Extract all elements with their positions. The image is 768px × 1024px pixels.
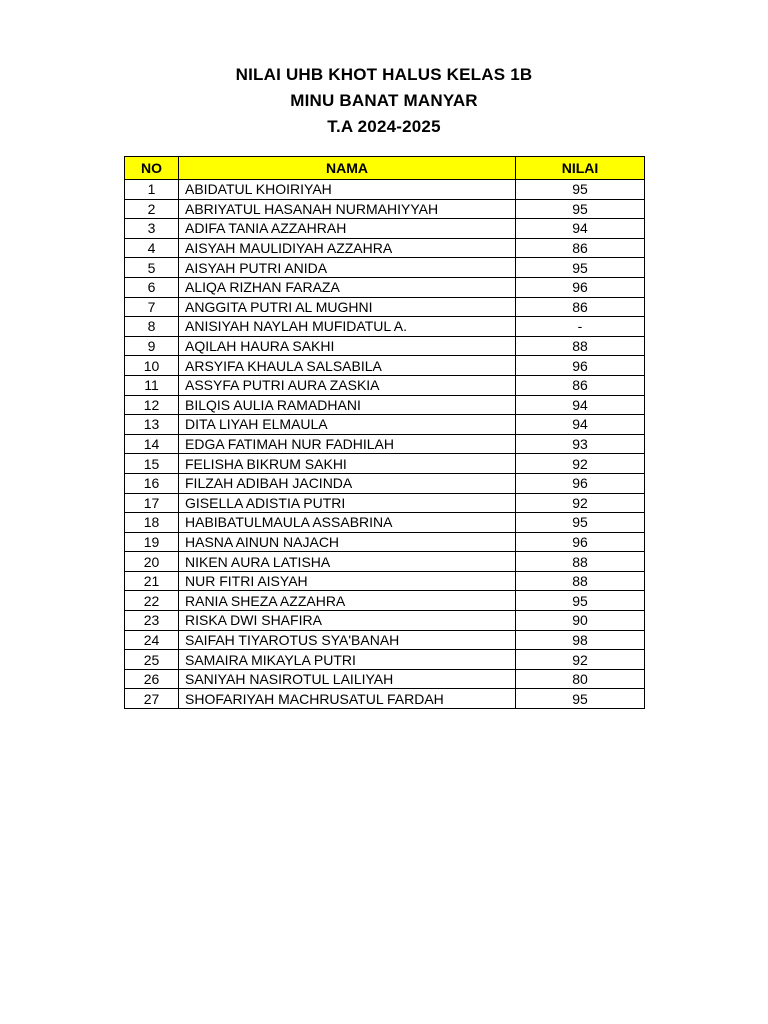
cell-nilai: 94 [516,395,645,415]
cell-nilai: 95 [516,689,645,709]
cell-nilai: 86 [516,375,645,395]
cell-nama: HABIBATULMAULA ASSABRINA [179,513,516,533]
cell-nilai: 90 [516,611,645,631]
table-row [125,238,645,258]
table-row [125,258,645,278]
cell-no: 22 [125,591,179,611]
cell-nama: HASNA AINUN NAJACH [179,532,516,552]
cell-nama: AQILAH HAURA SAKHI [179,336,516,356]
cell-no: 8 [125,317,179,337]
table-row [125,180,645,200]
cell-no: 15 [125,454,179,474]
table-row [125,630,645,650]
cell-nama: NUR FITRI AISYAH [179,571,516,591]
cell-nama: SAMAIRA MIKAYLA PUTRI [179,650,516,670]
table-row [125,650,645,670]
cell-nilai: 96 [516,532,645,552]
cell-no: 1 [125,180,179,200]
cell-nama: SHOFARIYAH MACHRUSATUL FARDAH [179,689,516,709]
table-row [125,473,645,493]
table-row [125,336,645,356]
cell-nama: FILZAH ADIBAH JACINDA [179,473,516,493]
cell-nilai: 95 [516,591,645,611]
cell-nilai: 80 [516,669,645,689]
table-row [125,375,645,395]
cell-nilai: 86 [516,238,645,258]
cell-no: 14 [125,434,179,454]
cell-nama: ARSYIFA KHAULA SALSABILA [179,356,516,376]
table-row [125,454,645,474]
cell-nama: BILQIS AULIA RAMADHANI [179,395,516,415]
table-row [125,297,645,317]
cell-no: 20 [125,552,179,572]
cell-no: 2 [125,199,179,219]
cell-nilai: 95 [516,258,645,278]
cell-no: 25 [125,650,179,670]
cell-nilai: 88 [516,552,645,572]
cell-nilai: 94 [516,219,645,239]
table-row [125,395,645,415]
cell-nilai: 96 [516,356,645,376]
table-row [125,317,645,337]
cell-no: 6 [125,277,179,297]
cell-nama: SAIFAH TIYAROTUS SYA'BANAH [179,630,516,650]
cell-no: 7 [125,297,179,317]
table-row [125,415,645,435]
table-row [125,611,645,631]
table-body [125,180,645,709]
title-line-1: NILAI UHB KHOT HALUS KELAS 1B [235,65,533,84]
cell-nama: RANIA SHEZA AZZAHRA [179,591,516,611]
cell-nama: ALIQA RIZHAN FARAZA [179,277,516,297]
cell-nama: ANGGITA PUTRI AL MUGHNI [179,297,516,317]
cell-nama: EDGA FATIMAH NUR FADHILAH [179,434,516,454]
table-row [125,199,645,219]
cell-no: 4 [125,238,179,258]
cell-no: 24 [125,630,179,650]
cell-nilai: 95 [516,180,645,200]
cell-no: 19 [125,532,179,552]
cell-no: 3 [125,219,179,239]
cell-nama: SANIYAH NASIROTUL LAILIYAH [179,669,516,689]
cell-nilai: 96 [516,473,645,493]
cell-no: 27 [125,689,179,709]
title-line-2: MINU BANAT MANYAR [290,91,478,110]
document-title [0,62,768,140]
table-row [125,493,645,513]
table-header-row [125,157,645,180]
grades-table [124,156,645,709]
cell-nilai: 88 [516,336,645,356]
cell-no: 23 [125,611,179,631]
cell-nilai: 93 [516,434,645,454]
cell-nama: DITA LIYAH ELMAULA [179,415,516,435]
cell-nilai: - [516,317,645,337]
table-row [125,356,645,376]
cell-nama: ADIFA TANIA AZZAHRAH [179,219,516,239]
cell-nilai: 94 [516,415,645,435]
cell-nama: ANISIYAH NAYLAH MUFIDATUL A. [179,317,516,337]
cell-nama: NIKEN AURA LATISHA [179,552,516,572]
table-row [125,434,645,454]
cell-nama: ASSYFA PUTRI AURA ZASKIA [179,375,516,395]
cell-nama: AISYAH MAULIDIYAH AZZAHRA [179,238,516,258]
cell-no: 12 [125,395,179,415]
table-row [125,591,645,611]
cell-nilai: 86 [516,297,645,317]
cell-nilai: 92 [516,493,645,513]
cell-no: 10 [125,356,179,376]
title-line-3: T.A 2024-2025 [327,117,441,136]
table-row [125,219,645,239]
cell-no: 21 [125,571,179,591]
header-nama: NAMA [179,157,516,180]
cell-no: 13 [125,415,179,435]
cell-nilai: 92 [516,650,645,670]
cell-nama: ABIDATUL KHOIRIYAH [179,180,516,200]
cell-no: 5 [125,258,179,278]
table-row [125,513,645,533]
cell-nilai: 96 [516,277,645,297]
cell-no: 17 [125,493,179,513]
cell-nilai: 98 [516,630,645,650]
cell-nama: RISKA DWI SHAFIRA [179,611,516,631]
table-row [125,669,645,689]
table-row [125,571,645,591]
header-no: NO [125,157,179,180]
table-row [125,277,645,297]
cell-nilai: 92 [516,454,645,474]
cell-no: 16 [125,473,179,493]
table-row [125,552,645,572]
cell-no: 9 [125,336,179,356]
table-row [125,689,645,709]
cell-nama: GISELLA ADISTIA PUTRI [179,493,516,513]
header-nilai: NILAI [516,157,645,180]
cell-no: 18 [125,513,179,533]
cell-nama: FELISHA BIKRUM SAKHI [179,454,516,474]
cell-nama: ABRIYATUL HASANAH NURMAHIYYAH [179,199,516,219]
cell-nama: AISYAH PUTRI ANIDA [179,258,516,278]
table-row [125,532,645,552]
cell-nilai: 95 [516,513,645,533]
cell-no: 26 [125,669,179,689]
cell-nilai: 95 [516,199,645,219]
cell-no: 11 [125,375,179,395]
cell-nilai: 88 [516,571,645,591]
